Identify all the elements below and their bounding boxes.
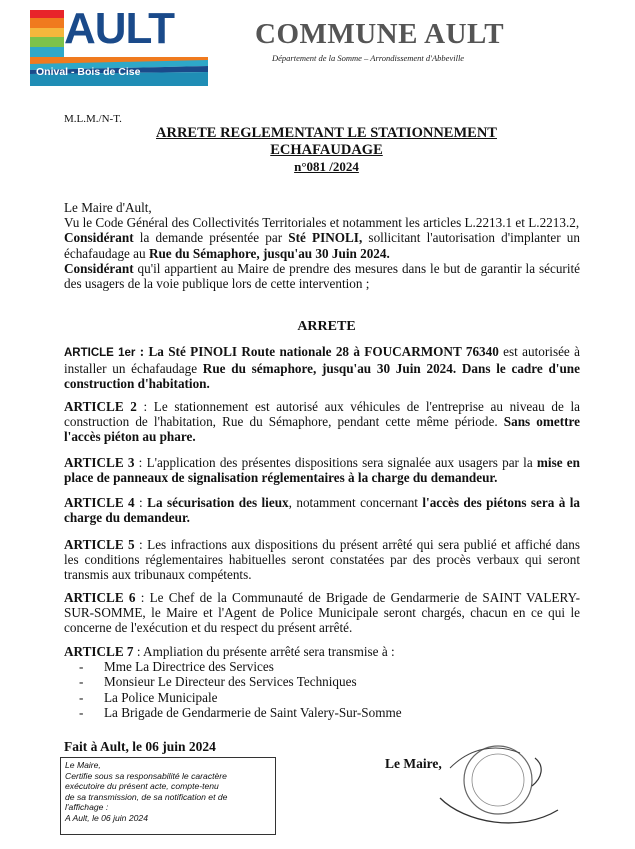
cert-line: A Ault, le 06 juin 2024 [65, 812, 148, 823]
list-item: - Monsieur Le Directeur des Services Techniques [104, 674, 580, 689]
title-line-2: ECHAFAUDAGE [270, 142, 383, 158]
article-text: La sécurisation des lieux [147, 495, 289, 510]
cert-line: l'affichage : [65, 802, 109, 812]
article-text: : Ampliation du présente arrêté sera transmise à : [133, 644, 395, 659]
article-6 [64, 590, 580, 636]
article-1 [64, 344, 580, 392]
article-4 [64, 495, 580, 525]
certification-box [60, 757, 276, 835]
article-text: : Le Chef de la Communauté de Brigade de Gendarmerie de SAINT VALERY-SUR-SOMME, le Maire et l'Agent de Police Municipale seront chargés, chacun en ce qui le concerne de l'exécution et du respect du présent arrêté. [64, 590, 580, 636]
article-label: ARTICLE 2 [64, 399, 137, 414]
article-label: ARTICLE 5 [64, 537, 135, 552]
article-label: ARTICLE 1er [64, 347, 136, 359]
list-item: - La Police Municipale [104, 690, 580, 705]
signature-stroke [440, 798, 558, 823]
considerant-2 [64, 261, 580, 291]
document-reference: M.L.M./N-T. [64, 113, 122, 125]
article-colon: : [134, 495, 148, 510]
article-label: ARTICLE 7 [64, 644, 134, 659]
recipient-list [64, 659, 580, 720]
article-2 [64, 399, 580, 445]
preamble-vu: Vu le Code Général des Collectivités Territoriales et notamment les articles L.2213.1 et L.2213.2, [64, 215, 580, 231]
considerant-text: qu'il appartient au Maire de prendre des mesures dans le but de garantir la sécurité des usagers de la voie publique lors de cette intervention ; [64, 260, 580, 292]
list-item: - La Brigade de Gendarmerie de Saint Valery-Sur-Somme [104, 705, 580, 720]
article-7 [64, 644, 580, 720]
title-line-1: ARRETE REGLEMENTANT LE STATIONNEMENT [156, 125, 497, 141]
signature-stroke [532, 758, 541, 786]
article-text: : L'application des présentes dispositions sera signalée aux usagers par la [134, 455, 537, 470]
stamp-outer-ring [464, 746, 532, 814]
article-text: mise en place de panneaux de signalisation réglementaires à la charge du demandeur. [64, 455, 580, 486]
considerant-1 [64, 230, 580, 260]
mayor-label: Le Maire, [385, 756, 442, 771]
cert-line: exécutoire du présent acte, compte-tenu [65, 781, 219, 791]
arrete-title [64, 125, 589, 175]
article-label: ARTICLE 6 [64, 590, 136, 605]
article-text: : Les infractions aux dispositions du présent arrêté qui sera publié et affiché dans les conditions réglementaires habituelles seront constatées par des procès verbaux qui seront transmis aux tribunaux compétents. [64, 537, 580, 583]
list-item: - Mme La Directrice des Services [104, 659, 580, 674]
considerant-text: la demande présentée par [133, 230, 289, 246]
considerant-text: sollicitant l'autorisation d'implanter un échafaudage au [64, 230, 580, 261]
article-text: La Sté PINOLI Route nationale 28 à FOUCARMONT 76340 [148, 344, 499, 359]
article-text: , notamment concernant [288, 495, 423, 510]
article-text: l'accès des piétons sera à la charge du demandeur. [64, 495, 580, 526]
article-label: ARTICLE 3 [64, 455, 135, 470]
cert-line: Le Maire, [65, 760, 101, 770]
considerant-label: Considérant [64, 230, 134, 246]
article-colon: : [135, 344, 149, 359]
commune-title: COMMUNE AULT [255, 18, 505, 50]
article-text: est autorisée à installer un échafaudage [64, 344, 580, 377]
cert-line: Certifie sous sa responsabilité le caractère [65, 770, 227, 781]
article-text: Sans omettre l'accès piéton au phare. [64, 414, 580, 445]
signature-stroke [450, 748, 520, 768]
preamble [64, 200, 580, 291]
arrete-number: n°081 /2024 [294, 159, 359, 174]
signature-place-date: Fait à Ault, le 06 juin 2024 [64, 739, 216, 754]
cert-line: de sa transmission, de sa notification et de [65, 791, 228, 802]
department-line: Département de la Somme – Arrondissement d'Abbeville [272, 53, 465, 63]
considerant-label: Considérant [64, 260, 134, 276]
article-text: : Le stationnement est autorisé aux véhicules de l'entreprise au niveau de la construction de l'habitation, Rue du Sémaphore, pendant cette même période. [64, 399, 580, 430]
stamp-inner-ring [472, 754, 524, 806]
arrete-heading: ARRETE [297, 319, 356, 334]
preamble-intro: Le Maire d'Ault, [64, 200, 152, 215]
article-text: Rue du sémaphore, jusqu'au 30 Juin 2024. Dans le cadre d'une construction d'habitation. [64, 361, 580, 392]
logo-title: AULT [64, 4, 175, 53]
company-name: Sté PINOLI, [288, 230, 363, 246]
article-3 [64, 455, 580, 485]
article-label: ARTICLE 4 [64, 495, 135, 510]
official-stamp [420, 738, 560, 838]
article-5 [64, 537, 580, 583]
logo-subtitle: Onival - Bois de Cise [36, 66, 141, 78]
location-date: Rue du Sémaphore, jusqu'au 30 Juin 2024. [148, 245, 390, 261]
